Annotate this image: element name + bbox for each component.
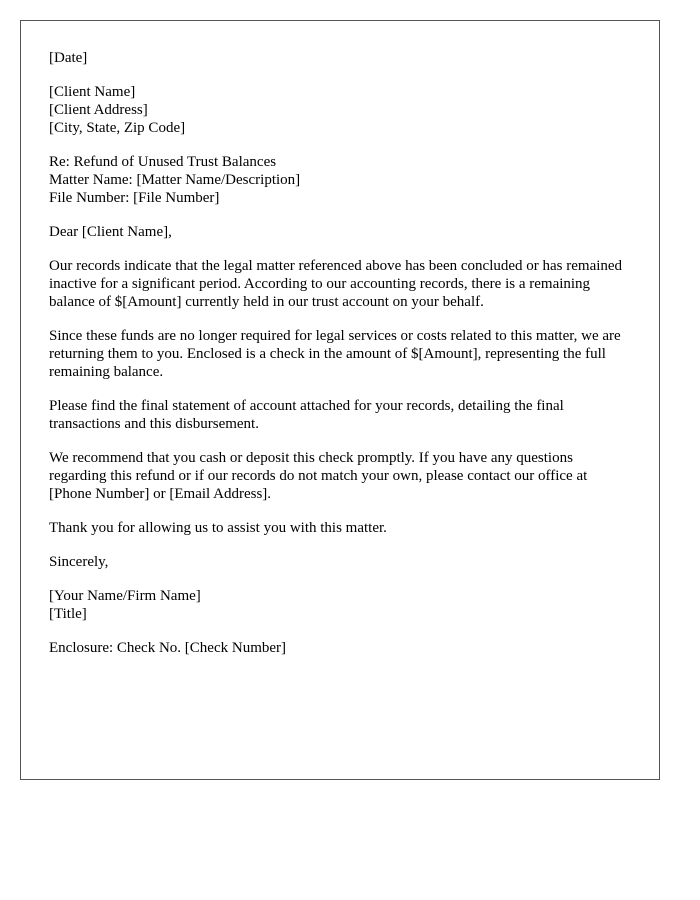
body-paragraph: Thank you for allowing us to assist you with this matter.: [49, 520, 387, 536]
recipient-address: [Client Address]: [49, 102, 148, 118]
letter-page: [20, 20, 660, 780]
reference-block: [49, 153, 629, 207]
enclosure-note: Enclosure: Check No. [Check Number]: [49, 640, 287, 656]
closing-block: [49, 553, 629, 571]
enclosure-block: [49, 639, 629, 657]
body-paragraph: Our records indicate that the legal matter referenced above has been concluded or has remained inactive for a significant period. According to our accounting records, there is a remaining balance of $[Amount] currently held in our trust account on your behalf.: [49, 258, 623, 310]
recipient-block: [49, 83, 629, 137]
letter-date: [Date]: [49, 50, 88, 66]
letter-body: [49, 49, 629, 673]
closing: Sincerely,: [49, 554, 109, 570]
salutation: Dear [Client Name],: [49, 224, 172, 240]
reference-matter: Matter Name: [Matter Name/Description]: [49, 172, 301, 188]
signature-block: [49, 587, 629, 623]
reference-file-number: File Number: [File Number]: [49, 190, 220, 206]
body-paragraph: We recommend that you cash or deposit this check promptly. If you have any questions regarding this refund or if our records do not match your own, please contact our office at [Phone Number] or [Email Address].: [49, 450, 588, 502]
recipient-city-state-zip: [City, State, Zip Code]: [49, 120, 186, 136]
recipient-name: [Client Name]: [49, 84, 136, 100]
body-paragraph: Since these funds are no longer required for legal services or costs related to this matter, we are returning them to you. Enclosed is a check in the amount of $[Amount], representing the full remaining balance.: [49, 328, 621, 380]
date-block: [49, 49, 629, 67]
body-paragraph: Please find the final statement of account attached for your records, detailing the final transactions and this disbursement.: [49, 398, 564, 432]
reference-subject: Re: Refund of Unused Trust Balances: [49, 154, 277, 170]
salutation-block: [49, 223, 629, 241]
signature-name: [Your Name/Firm Name]: [49, 588, 201, 604]
signature-title: [Title]: [49, 606, 87, 622]
